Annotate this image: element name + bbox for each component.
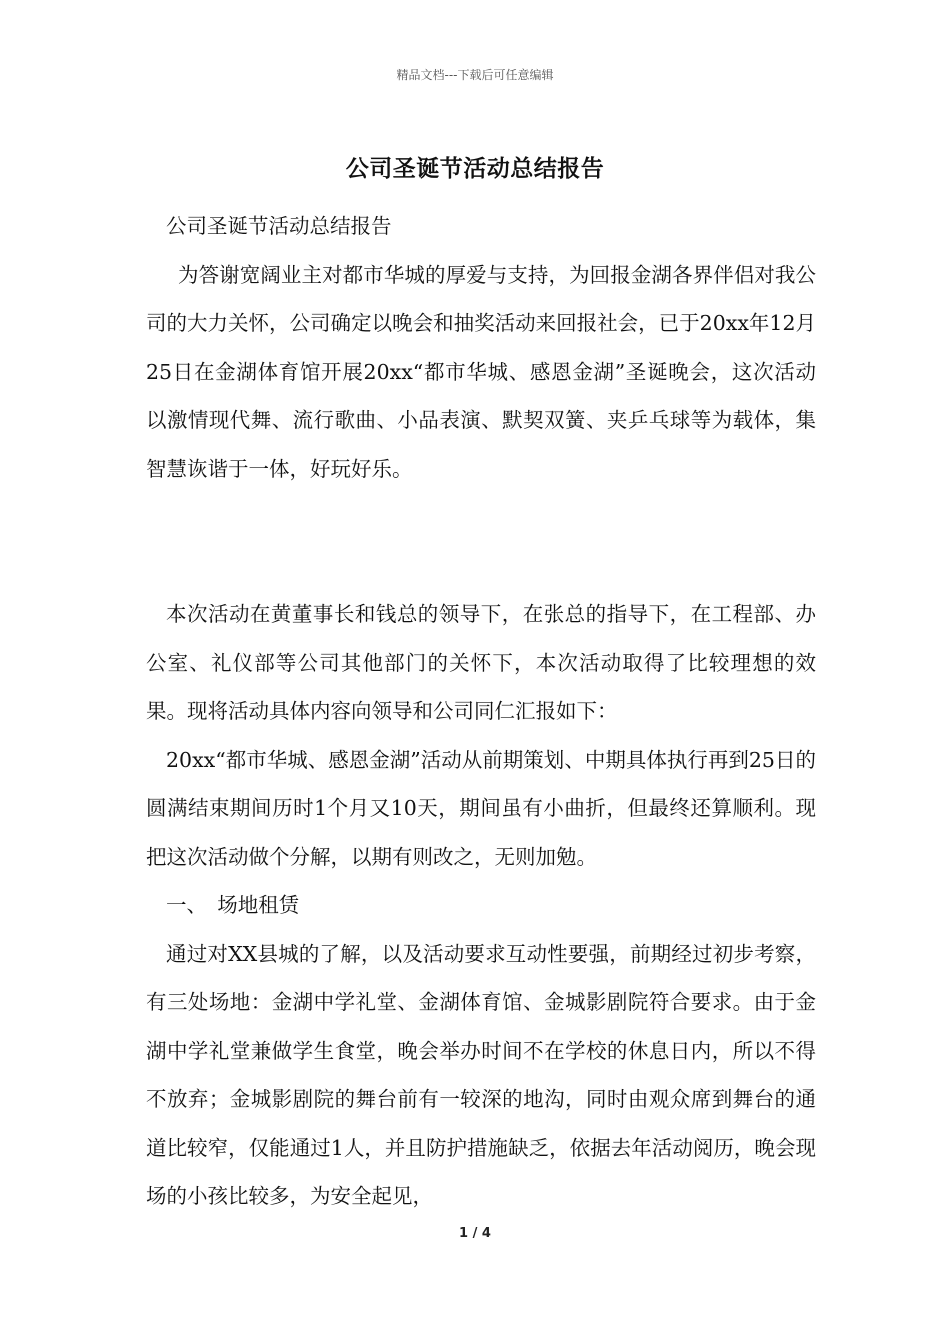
body-paragraph: 20xx“都市华城、感恩金湖”活动从前期策划、中期具体执行再到25日的圆满结束期间历时1个月又10天，期间虽有小曲折，但最终还算顺利。现把这次活动做个分解，以期有则改之，无则加勉。 (146, 747, 816, 869)
blank-line (146, 542, 816, 591)
document-header-note: 精品文档---下载后可任意编辑 (396, 68, 554, 82)
document-title: 公司圣诞节活动总结报告 (345, 155, 605, 182)
document-body (146, 202, 816, 1221)
body-paragraph: 本次活动在黄董事长和钱总的领导下，在张总的指导下，在工程部、办公室、礼仪部等公司其他部门的关怀下，本次活动取得了比较理想的效果。现将活动具体内容向领导和公司同仁汇报如下： (146, 602, 816, 723)
body-paragraph: 通过对XX县城的了解，以及活动要求互动性要强，前期经过初步考察，有三处场地：金湖中学礼堂、金湖体育馆、金城影剧院符合要求。由于金湖中学礼堂兼做学生食堂，晚会举办时间不在学校的休息日内，所以不得不放弃；金城影剧院的舞台前有一较深的地沟，同时由观众席到舞台的通道比较窄，仅能通过1人，并且防护措施缺乏，依据去年活动阅历，晚会现场的小孩比较多，为安全起见， (146, 941, 816, 1208)
blank-line (146, 493, 816, 542)
subtitle-paragraph: 公司圣诞节活动总结报告 (166, 214, 392, 238)
section-heading: 一、 场地租赁 (166, 893, 300, 917)
body-paragraph: 为答谢宽阔业主对都市华城的厚爱与支持，为回报金湖各界伴侣对我公司的大力关怀，公司确定以晚会和抽奖活动来回报社会，已于20xx年12月25日在金湖体育馆开展20xx“都市华城、感恩金湖”圣诞晚会，这次活动以激情现代舞、流行歌曲、小品表演、默契双簧、夹乒乓球等为载体，集智慧诙谐于一体，好玩好乐。 (146, 262, 816, 481)
page-number: 1 / 4 (459, 1226, 491, 1241)
